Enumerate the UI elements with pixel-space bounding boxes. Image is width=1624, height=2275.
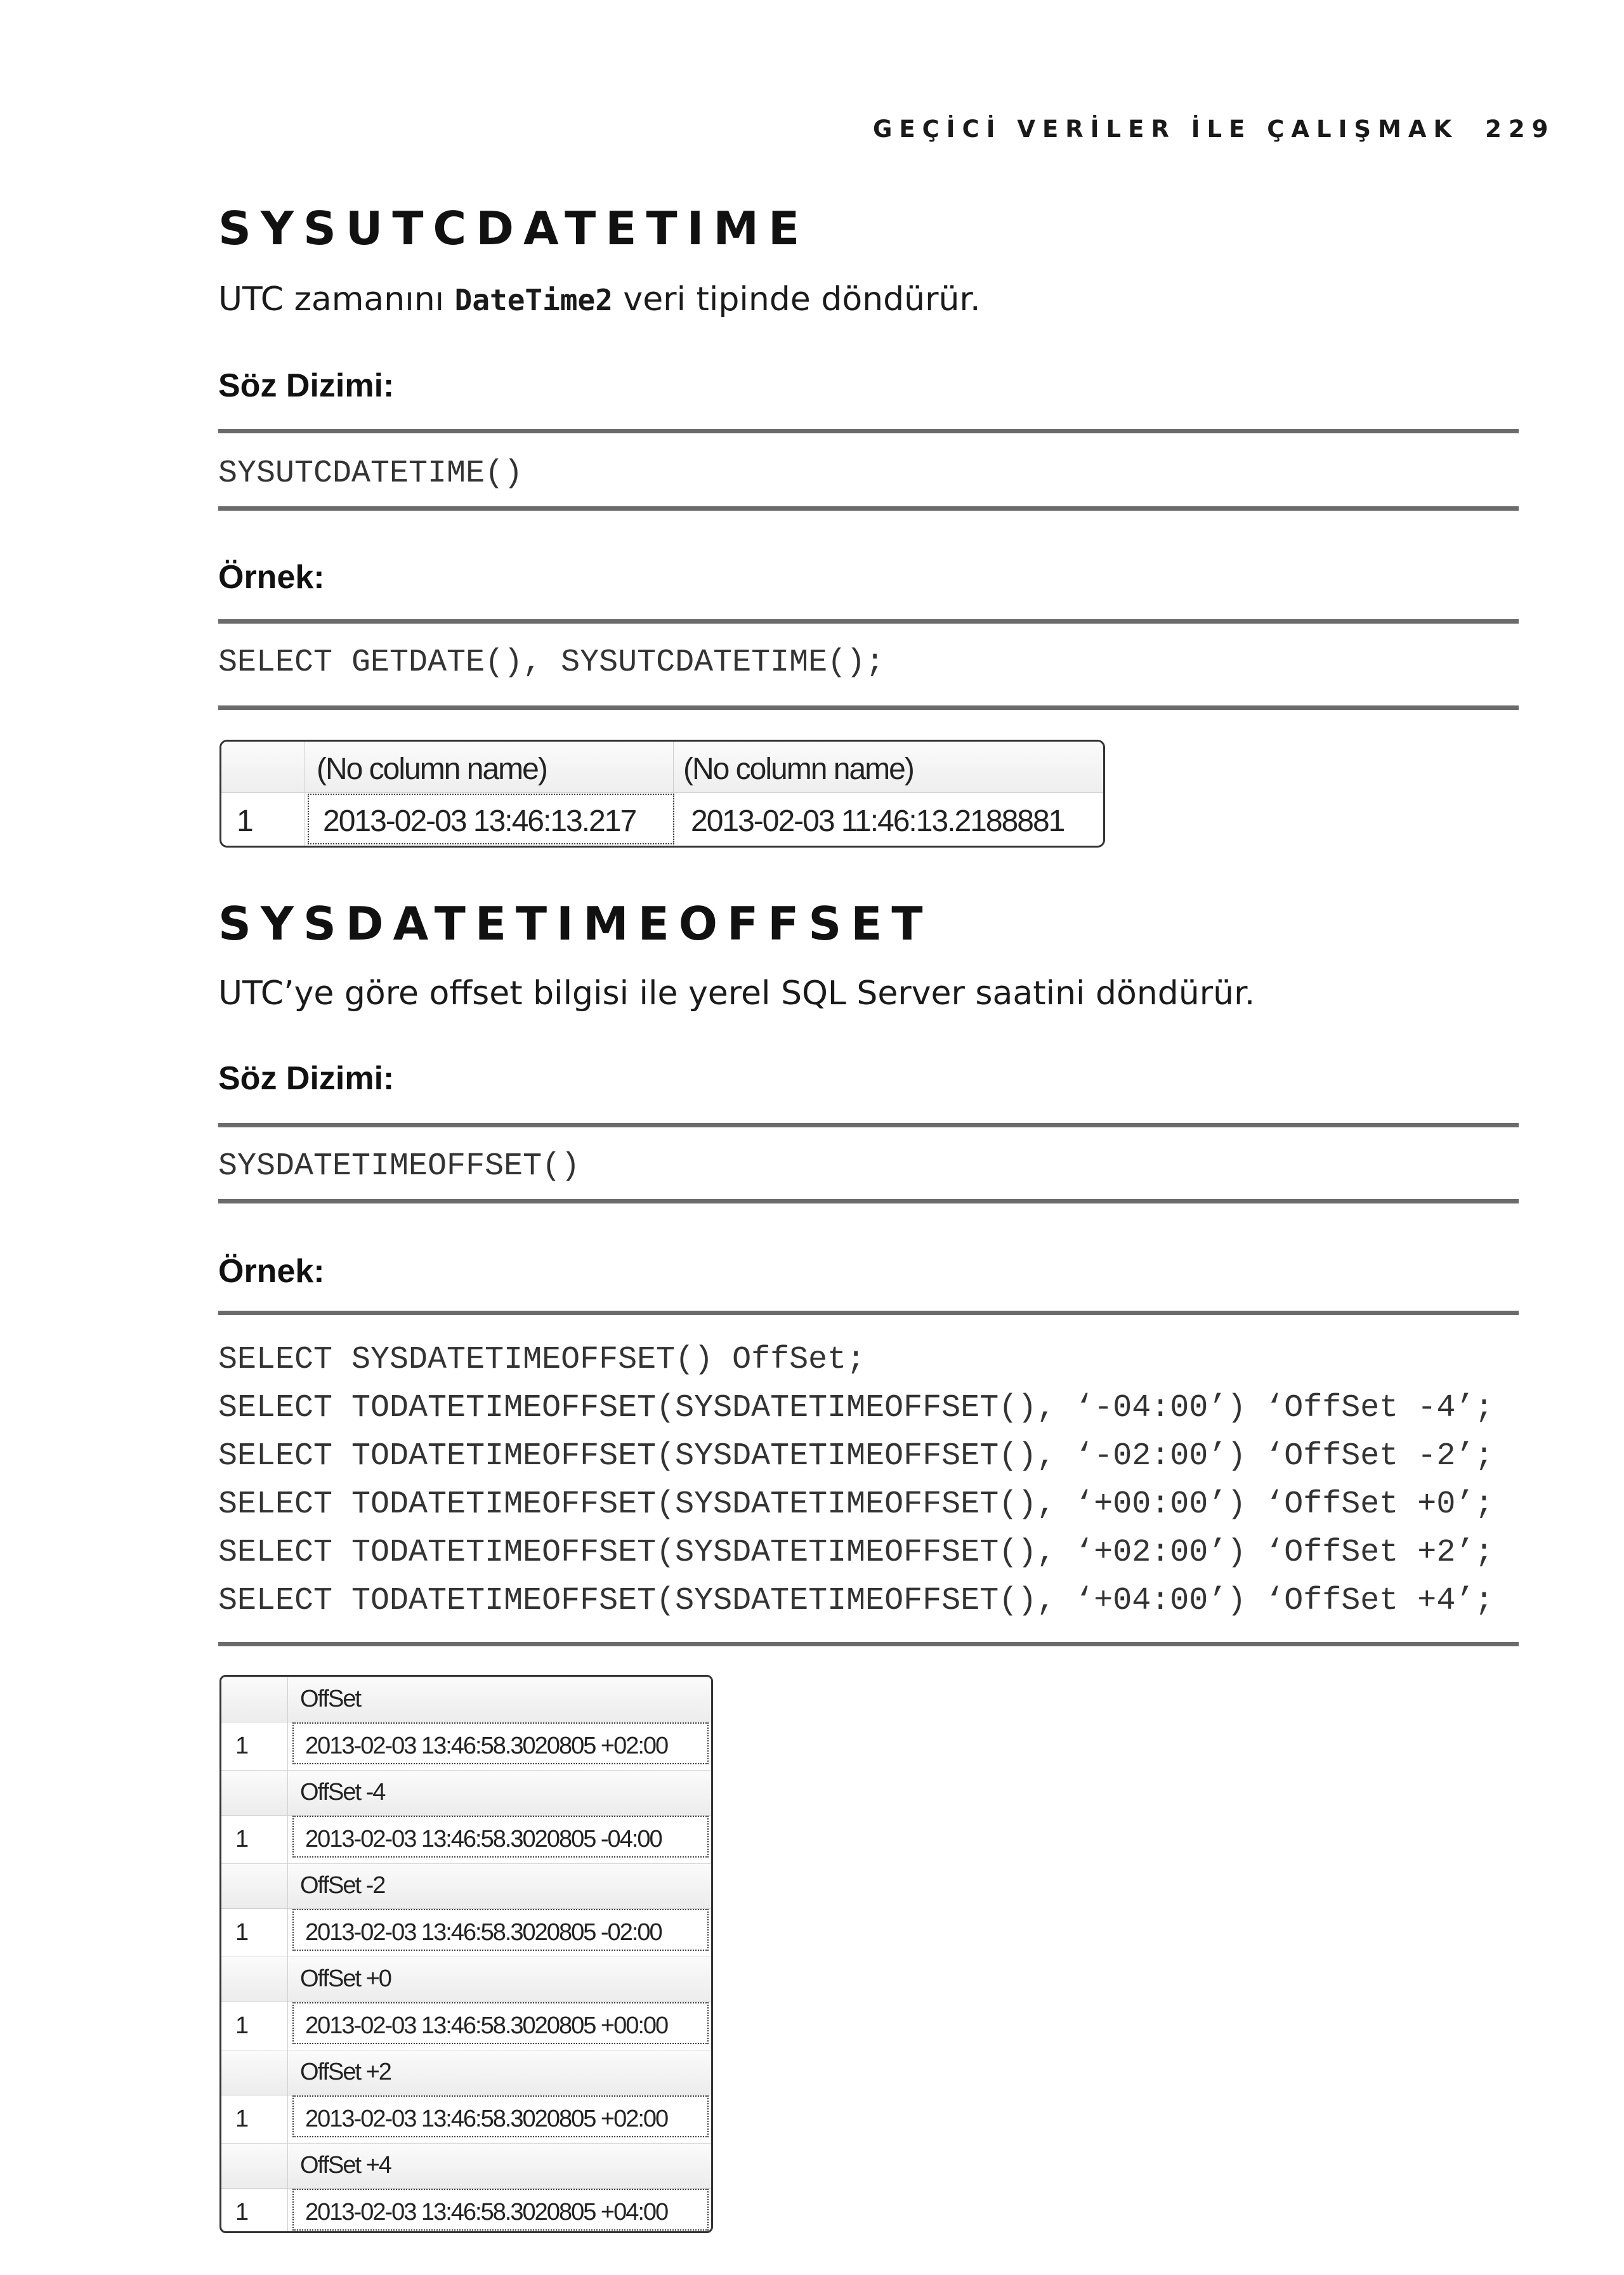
row-number: 1: [235, 2199, 249, 2226]
grid-header: [221, 2143, 711, 2189]
code-line: SELECT TODATETIMEOFFSET(SYSDATETIMEOFFSET(), ‘+04:00’) ‘OffSet +4’;: [218, 1583, 1494, 1619]
result-set: [221, 2050, 711, 2145]
section-title-sysutcdatetime: SYSUTCDATETIME: [218, 202, 809, 255]
grid-header: [221, 1863, 711, 1909]
result-cell[interactable]: 2013-02-03 11:46:13.2188881: [691, 804, 1064, 838]
divider: [218, 429, 1519, 433]
example-label: Örnek:: [218, 1253, 325, 1290]
divider: [218, 1123, 1519, 1127]
result-set: [221, 2143, 711, 2233]
result-grid-offsets: [219, 1675, 713, 2233]
syntax-code: SYSUTCDATETIME(): [218, 456, 523, 492]
code-line: SELECT TODATETIMEOFFSET(SYSDATETIMEOFFSET(), ‘+00:00’) ‘OffSet +0’;: [218, 1486, 1494, 1523]
description-text: UTC zamanını: [218, 280, 455, 318]
row-number: 1: [235, 1733, 249, 1759]
row-number: 1: [235, 1919, 249, 1946]
syntax-code: SYSDATETIMEOFFSET(): [218, 1148, 580, 1184]
column-separator: [287, 2050, 288, 2145]
result-set: [221, 1770, 711, 1865]
code-line: SELECT TODATETIMEOFFSET(SYSDATETIMEOFFSET(), ‘-02:00’) ‘OffSet -2’;: [218, 1438, 1494, 1474]
example-label: Örnek:: [218, 559, 325, 596]
row-number: 1: [235, 2106, 249, 2132]
divider: [218, 1642, 1519, 1646]
grid-header: [221, 2050, 711, 2095]
divider: [218, 506, 1519, 511]
row-number: 1: [235, 1826, 249, 1852]
row-number: 1: [237, 804, 254, 838]
syntax-label: Söz Dizimi:: [218, 367, 395, 404]
result-cell[interactable]: 2013-02-03 13:46:58.3020805 -02:00: [305, 1919, 662, 1946]
result-cell[interactable]: 2013-02-03 13:46:58.3020805 -04:00: [305, 1826, 662, 1852]
running-head: [873, 115, 1555, 143]
result-cell[interactable]: 2013-02-03 13:46:58.3020805 +00:00: [305, 2012, 668, 2039]
result-cell[interactable]: 2013-02-03 13:46:58.3020805 +02:00: [305, 1733, 668, 1759]
divider: [218, 1311, 1519, 1315]
result-cell[interactable]: 2013-02-03 13:46:58.3020805 +04:00: [305, 2199, 668, 2226]
divider: [218, 705, 1519, 710]
code-line: SELECT TODATETIMEOFFSET(SYSDATETIMEOFFSET(), ‘+02:00’) ‘OffSet +2’;: [218, 1535, 1494, 1571]
running-title: GEÇİCİ VERİLER İLE ÇALIŞMAK: [873, 115, 1459, 143]
column-header[interactable]: OffSet +4: [300, 2152, 391, 2179]
column-separator: [287, 1863, 288, 1958]
divider: [218, 1199, 1519, 1203]
code-line: SELECT SYSDATETIMEOFFSET() OffSet;: [218, 1342, 866, 1378]
row-number: 1: [235, 2012, 249, 2039]
column-header[interactable]: OffSet: [300, 1686, 361, 1712]
syntax-label: Söz Dizimi:: [218, 1060, 395, 1097]
column-header[interactable]: (No column name): [683, 752, 914, 786]
code-line: SELECT TODATETIMEOFFSET(SYSDATETIMEOFFSET(), ‘-04:00’) ‘OffSet -4’;: [218, 1390, 1494, 1426]
grid-header: [221, 1677, 711, 1722]
column-header[interactable]: OffSet -4: [300, 1779, 385, 1806]
result-set: [221, 1863, 711, 1958]
column-header[interactable]: OffSet -2: [300, 1872, 385, 1899]
column-separator: [287, 2143, 288, 2233]
column-header[interactable]: OffSet +0: [300, 1965, 391, 1992]
result-cell[interactable]: 2013-02-03 13:46:58.3020805 +02:00: [305, 2106, 668, 2132]
datatype-code: DateTime2: [454, 283, 613, 317]
divider: [218, 619, 1519, 624]
column-header[interactable]: OffSet +2: [300, 2059, 391, 2085]
description-text-end: veri tipinde döndürür.: [612, 280, 981, 318]
column-separator: [287, 1770, 288, 1865]
result-cell[interactable]: 2013-02-03 13:46:13.217: [323, 804, 636, 838]
result-grid: [219, 740, 1105, 848]
section-title-sysdatetimeoffset: SYSDATETIMEOFFSET: [218, 897, 933, 950]
column-separator: [287, 1957, 288, 2052]
column-separator: [287, 1677, 288, 1772]
column-header[interactable]: (No column name): [317, 752, 547, 786]
grid-header: [221, 1770, 711, 1816]
example-code-block: [218, 1336, 1493, 1625]
example-code: SELECT GETDATE(), SYSUTCDATETIME();: [218, 645, 885, 681]
result-set: [221, 1957, 711, 2052]
grid-header: [221, 1957, 711, 2002]
result-set: [221, 1677, 711, 1772]
section-description: [218, 280, 981, 318]
page-number: 229: [1485, 115, 1555, 143]
section-description: UTC’ye göre offset bilgisi ile yerel SQL Server saatini döndürür.: [218, 974, 1255, 1013]
